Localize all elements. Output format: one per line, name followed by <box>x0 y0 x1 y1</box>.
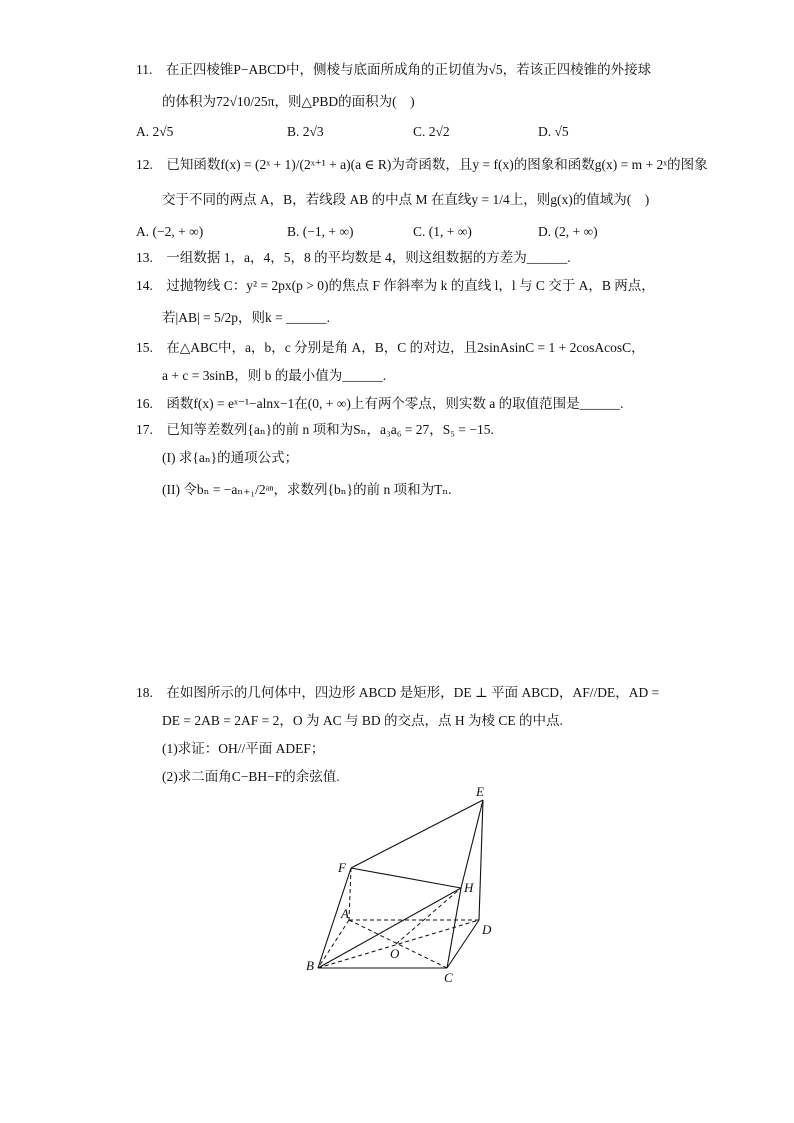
label-d: D <box>482 922 492 937</box>
edge-hc <box>447 888 461 968</box>
q12-line1: 12. 已知函数f(x) = (2ˣ + 1)/(2ˣ⁺¹ + a)(a ∈ R)为奇函数，且y = f(x)的图象和函数g(x) = m + 2ˣ的图象 <box>136 157 708 172</box>
label-o: O <box>390 946 400 961</box>
q18-line2: DE = 2AB = 2AF = 2，O 为 AC 与 BD 的交点，点 H 为棱 CE 的中点. <box>162 713 563 728</box>
q12-option-a: A. (−2, + ∞) <box>136 224 204 239</box>
q13-text: 13. 一组数据 1，a，4，5，8 的平均数是 4，则这组数据的方差为______. <box>136 250 571 265</box>
label-b: B <box>306 958 314 973</box>
q18-part2: (2)求二面角C−BH−F的余弦值. <box>162 769 340 784</box>
q18-part1: (1)求证：OH//平面 ADEF； <box>162 741 325 756</box>
q12-option-d: D. (2, + ∞) <box>538 224 598 239</box>
q11-option-b: B. 2√3 <box>287 124 324 139</box>
label-a: A <box>341 906 349 921</box>
q17-part2: (II) 令bₙ = −aₙ₊₁/2ᵃⁿ，求数列{bₙ}的前 n 项和为Tₙ. <box>162 482 452 497</box>
q17-part1: (I) 求{aₙ}的通项公式； <box>162 450 299 465</box>
edge-eh <box>461 800 483 888</box>
q17-line1: 17. 已知等差数列{aₙ}的前 n 项和为Sₙ，a₃a₆ = 27，S₅ = −15. <box>136 422 494 437</box>
q14-line1: 14. 过抛物线 C：y² = 2px(p > 0)的焦点 F 作斜率为 k 的直线 l，l 与 C 交于 A，B 两点， <box>136 278 655 293</box>
label-c: C <box>444 970 453 985</box>
q12-option-c: C. (1, + ∞) <box>413 224 472 239</box>
q11-line1: 11. 在正四棱锥P−ABCD中，侧棱与底面所成角的正切值为√5，若该正四棱锥的外接球 <box>136 62 652 77</box>
q16-text: 16. 函数f(x) = eˣ⁻¹−alnx−1在(0, + ∞)上有两个零点，则实数 a 的取值范围是______. <box>136 396 624 411</box>
edge-fh <box>351 868 461 888</box>
q18-line1: 18. 在如图所示的几何体中，四边形 ABCD 是矩形，DE ⊥ 平面 ABCD，AF//DE，AD = <box>136 685 660 700</box>
q12-line2: 交于不同的两点 A，B，若线段 AB 的中点 M 在直线y = 1/4上，则g(x)的值域为( ) <box>162 192 650 207</box>
q14-line2: 若|AB| = 5/2p，则k = ______. <box>162 310 331 325</box>
hidden-edge-fa <box>349 868 351 920</box>
label-h: H <box>464 880 474 895</box>
edge-dc <box>447 920 479 968</box>
geometry-figure-svg <box>296 784 506 990</box>
q15-line1: 15. 在△ABC中，a，b，c 分别是角 A，B，C 的对边，且2sinAsinC = 1 + 2cosAcosC， <box>136 340 645 355</box>
hidden-edge-ab <box>318 920 349 968</box>
edge-ed <box>479 800 483 920</box>
q11-option-d: D. √5 <box>538 124 569 139</box>
hidden-edge-oh <box>396 888 461 944</box>
label-f: F <box>338 860 346 875</box>
label-e: E <box>476 784 484 799</box>
q11-option-c: C. 2√2 <box>413 124 450 139</box>
q12-option-b: B. (−1, + ∞) <box>287 224 354 239</box>
edge-fe <box>351 800 483 868</box>
geometry-figure <box>296 784 506 990</box>
q11-line2: 的体积为72√10/25π，则△PBD的面积为( ) <box>162 94 415 109</box>
q11-option-a: A. 2√5 <box>136 124 174 139</box>
q15-line2: a + c = 3sinB，则 b 的最小值为______. <box>162 368 387 383</box>
